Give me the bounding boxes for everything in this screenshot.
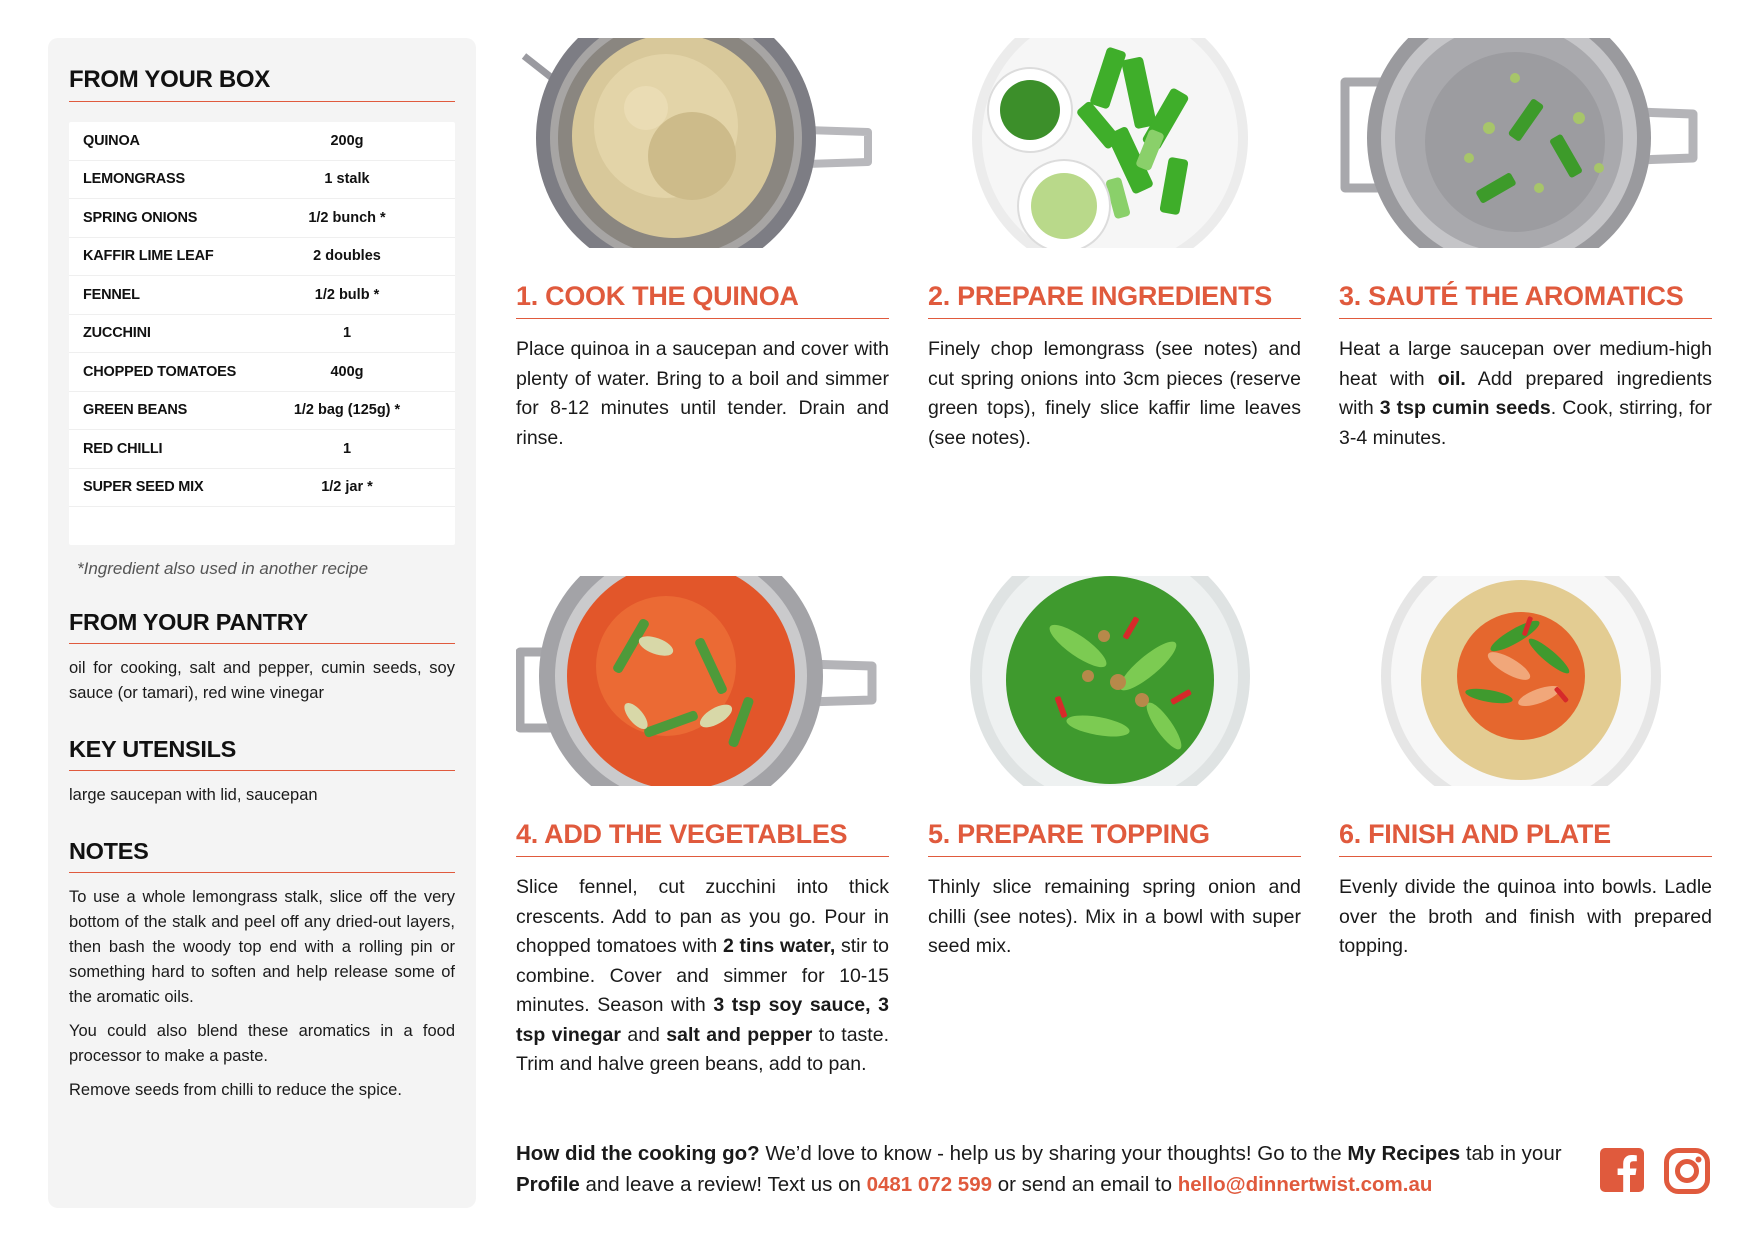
- step-title: 6. FINISH AND PLATE: [1339, 819, 1712, 857]
- box-title: FROM YOUR BOX: [69, 66, 455, 102]
- step-text: [1339, 335, 1712, 453]
- text-run: Heat a large saucepan over medium-high heat with: [1339, 338, 1712, 390]
- box-ingredient-row: [69, 392, 455, 431]
- text-run: and leave a review! Text us on: [579, 1173, 867, 1196]
- utensils-section: [69, 736, 455, 808]
- box-ingredient-row: [69, 353, 455, 392]
- ingredient-name: LEMONGRASS: [83, 171, 185, 188]
- step-3: [1339, 38, 1712, 453]
- box-ingredient-row: [69, 122, 455, 161]
- step-title: 1. COOK THE QUINOA: [516, 281, 889, 319]
- step-text: [516, 335, 889, 453]
- ingredient-quantity: 400g: [330, 363, 364, 380]
- note-paragraph: To use a whole lemongrass stalk, slice off the very bottom of the stalk and peel off any dried-out layers, then bash the woody top end with a rolling pin or something hard to soften and help release some of the aromatic oils.: [69, 888, 455, 1006]
- box-ingredient-row: [69, 315, 455, 354]
- box-ingredient-row: [69, 199, 455, 238]
- ingredient-name: FENNEL: [83, 286, 140, 303]
- step-text: [516, 873, 889, 1080]
- text-run: and: [620, 1023, 667, 1046]
- bold-text: oil.: [1437, 367, 1466, 390]
- bold-text: 2 tins water,: [722, 935, 836, 957]
- box-ingredient-row: [69, 430, 455, 469]
- ingredient-name: CHOPPED TOMATOES: [83, 363, 237, 380]
- contact-link[interactable]: hello@dinnertwist.com.au: [1177, 1173, 1433, 1196]
- box-table-spacer: [69, 507, 455, 545]
- ingredient-name: KAFFIR LIME LEAF: [83, 248, 214, 265]
- ingredient-quantity: 200g: [330, 132, 364, 149]
- text-run: or send an email to: [992, 1173, 1178, 1196]
- chopped-aromatics-plate-photo: [928, 38, 1290, 248]
- ingredient-quantity: 1/2 bulb *: [314, 286, 380, 303]
- ingredient-quantity: 1 stalk: [324, 171, 370, 188]
- text-run: stir to combine. Cover and simmer for 10-15 minutes. Season with: [516, 935, 889, 1016]
- box-ingredients-table: [69, 122, 455, 545]
- ingredient-name: SPRING ONIONS: [83, 209, 198, 226]
- instagram-icon[interactable]: [1664, 1148, 1710, 1194]
- vegetable-stew-pot-photo: [516, 576, 878, 786]
- bold-text: salt and pepper: [666, 1023, 813, 1046]
- text-run: Evenly divide the quinoa into bowls. Ladle over the broth and finish with prepared topping.: [1339, 876, 1712, 957]
- step-1: [516, 38, 889, 453]
- bold-text: 3 tsp cumin seeds: [1379, 397, 1551, 419]
- ingredient-quantity: 1: [342, 440, 352, 457]
- plated-dish-photo: [1339, 576, 1701, 786]
- pantry-title: FROM YOUR PANTRY: [69, 609, 455, 644]
- box-ingredient-row: [69, 276, 455, 315]
- ingredient-quantity: 1/2 bag (125g) *: [293, 402, 401, 419]
- text-run: Finely chop lemongrass (see notes) and cut spring onions into 3cm pieces (reserve green tops), finely slice kaffir lime leaves (see notes).: [928, 338, 1301, 449]
- step-text: [928, 335, 1301, 453]
- text-run: Slice fennel, cut zucchini into thick crescents. Add to pan as you go. Pour in chopped tomatoes with: [516, 876, 889, 957]
- text-run: tab in your: [1460, 1142, 1562, 1165]
- step-text: [928, 873, 1301, 962]
- notes-section: [69, 838, 455, 1103]
- topping-bowl-photo: [928, 576, 1290, 786]
- note-paragraph: Remove seeds from chilli to reduce the spice.: [69, 1081, 402, 1099]
- feedback-footer: [516, 1138, 1576, 1200]
- text-run: . Cook, stirring, for 3-4 minutes.: [1339, 397, 1712, 449]
- ingredient-name: RED CHILLI: [83, 440, 163, 457]
- ingredient-quantity: 1: [342, 325, 352, 342]
- box-footnote: *Ingredient also used in another recipe: [77, 559, 369, 578]
- bold-text: How did the cooking go?: [516, 1142, 760, 1165]
- box-ingredient-row: [69, 469, 455, 508]
- pantry-text: oil for cooking, salt and pepper, cumin seeds, soy sauce (or tamari), red wine vinegar: [69, 659, 455, 702]
- box-ingredient-row: [69, 238, 455, 277]
- notes-title: NOTES: [69, 838, 455, 873]
- bold-text: 3 tsp soy sauce, 3 tsp vinegar: [516, 994, 889, 1046]
- bold-text: My Recipes: [1347, 1142, 1461, 1165]
- utensils-title: KEY UTENSILS: [69, 736, 455, 771]
- text-run: to taste. Trim and halve green beans, add to pan.: [516, 1023, 889, 1075]
- ingredients-sidebar: [48, 38, 476, 1208]
- bold-text: Profile: [516, 1173, 580, 1196]
- ingredient-name: QUINOA: [83, 132, 140, 149]
- notes-body: [69, 885, 455, 1103]
- text-run: Place quinoa in a saucepan and cover with plenty of water. Bring to a boil and simmer for 8-12 minutes until tender. Drain and rinse.: [516, 338, 889, 449]
- utensils-text: large saucepan with lid, saucepan: [69, 786, 318, 804]
- ingredient-name: GREEN BEANS: [83, 402, 188, 419]
- ingredient-quantity: 1/2 bunch *: [308, 209, 386, 226]
- step-title: 2. PREPARE INGREDIENTS: [928, 281, 1301, 319]
- pantry-section: [69, 609, 455, 706]
- step-text: [1339, 873, 1712, 962]
- step-5: [928, 576, 1301, 962]
- saucepan-aromatics-photo: [1339, 38, 1701, 248]
- step-4: [516, 576, 889, 1080]
- ingredient-name: ZUCCHINI: [83, 325, 151, 342]
- step-2: [928, 38, 1301, 453]
- step-title: 5. PREPARE TOPPING: [928, 819, 1301, 857]
- step-title: 4. ADD THE VEGETABLES: [516, 819, 889, 857]
- text-run: Thinly slice remaining spring onion and chilli (see notes). Mix in a bowl with super seed mix.: [928, 876, 1301, 957]
- quinoa-strainer-photo: [516, 38, 878, 248]
- ingredient-name: SUPER SEED MIX: [83, 479, 204, 496]
- ingredient-quantity: 2 doubles: [313, 248, 381, 265]
- step-title: 3. SAUTÉ THE AROMATICS: [1339, 281, 1712, 319]
- facebook-icon[interactable]: [1600, 1148, 1644, 1192]
- ingredient-quantity: 1/2 jar *: [321, 479, 373, 496]
- text-run: Add prepared ingredients with: [1339, 367, 1713, 419]
- note-paragraph: You could also blend these aromatics in a food processor to make a paste.: [69, 1022, 455, 1065]
- text-run: We’d love to know - help us by sharing your thoughts! Go to the: [759, 1142, 1348, 1165]
- contact-link[interactable]: 0481 072 599: [866, 1173, 992, 1196]
- box-ingredient-row: [69, 161, 455, 200]
- step-6: [1339, 576, 1712, 962]
